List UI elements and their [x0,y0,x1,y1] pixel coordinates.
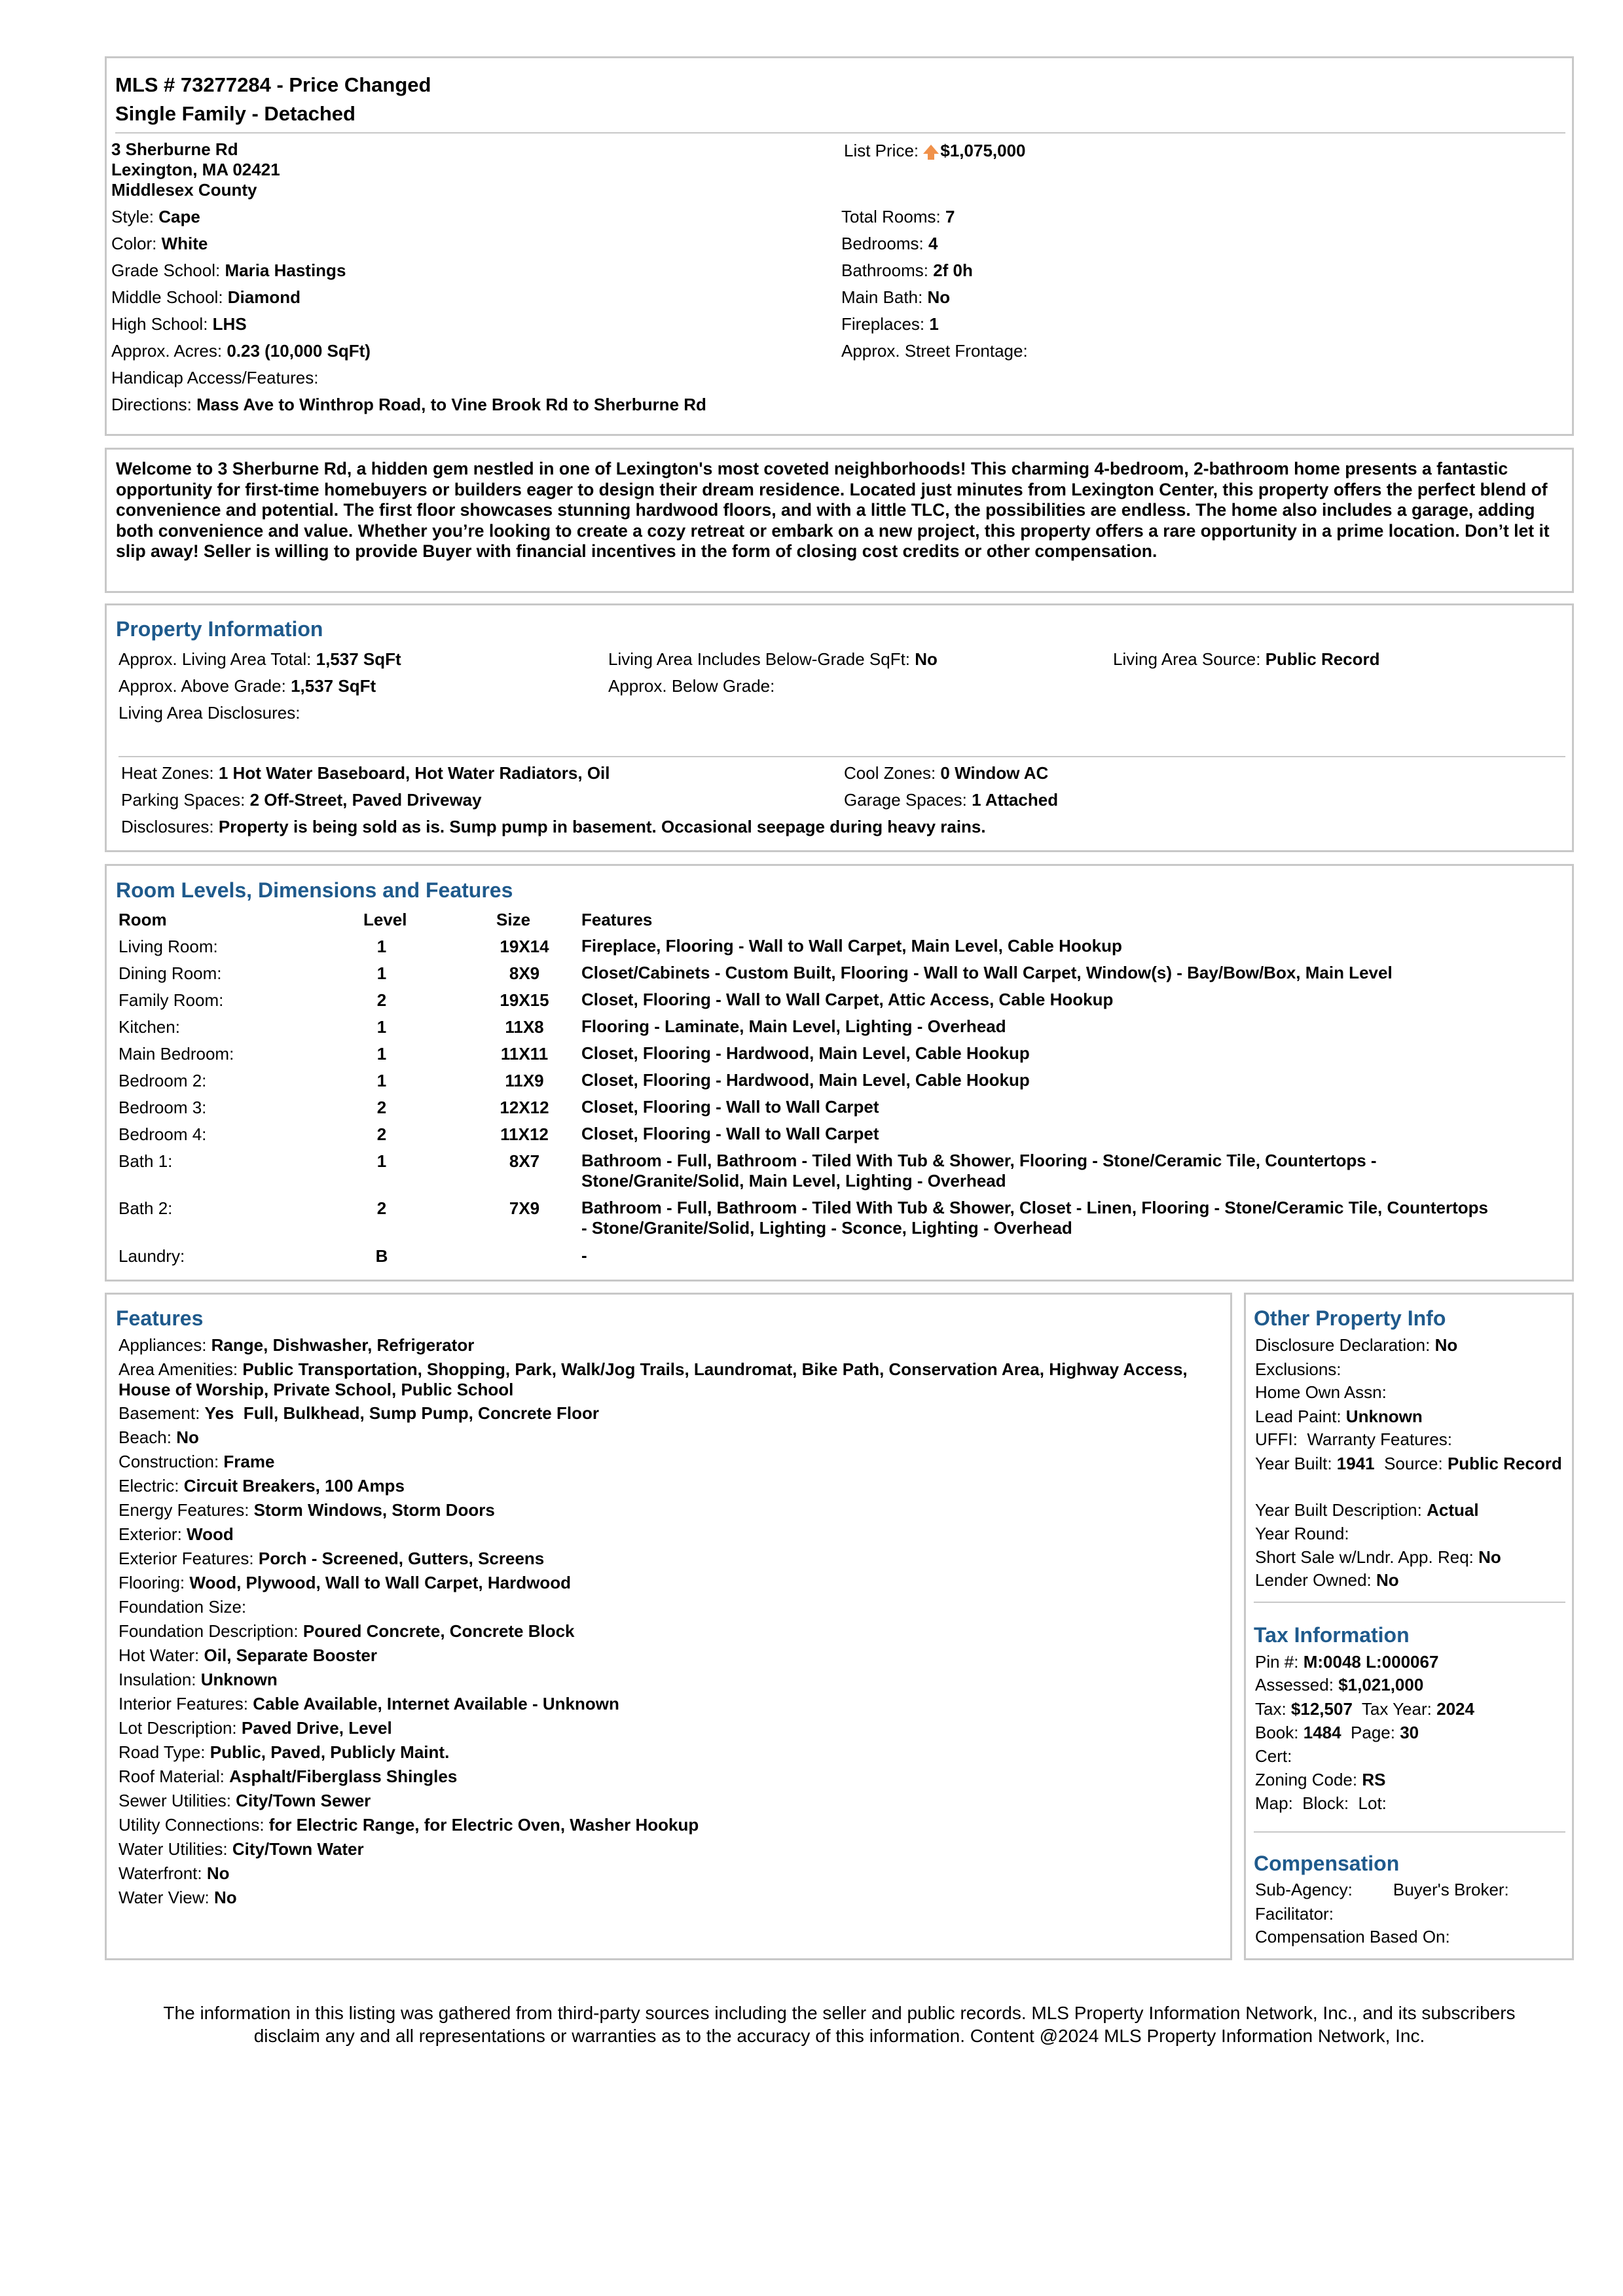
col-header-level: Level [363,910,407,929]
room-level: 1 [376,937,387,956]
parking-spaces: Parking Spaces: 2 Off-Street, Paved Driveway [121,790,482,810]
home-own-assn: Home Own Assn: [1255,1382,1387,1402]
feature-foundation-description: Foundation Description: Poured Concrete, Concrete Block [119,1621,575,1641]
feature-energy: Energy Features: Storm Windows, Storm Doors [119,1500,495,1520]
room-size: 7X9 [509,1198,540,1218]
price-up-arrow-icon [923,145,939,154]
room-name: Family Room: [119,990,224,1010]
summary-grade-school: Grade School: Maria Hastings [111,260,346,280]
room-name: Dining Room: [119,963,222,983]
living-area-total: Approx. Living Area Total: 1,537 SqFt [119,649,401,669]
mls-number: MLS # 73277284 - Price Changed [115,73,431,96]
disclosure-declaration: Disclosure Declaration: No [1255,1335,1458,1355]
feature-basement: Basement: Yes Full, Bulkhead, Sump Pump, Concrete Floor [119,1403,599,1423]
garage-spaces: Garage Spaces: 1 Attached [844,790,1059,810]
summary-directions: Directions: Mass Ave to Winthrop Road, to Vine Brook Rd to Sherburne Rd [111,395,706,414]
above-grade: Approx. Above Grade: 1,537 SqFt [119,676,376,696]
header-divider [115,132,1565,134]
room-features: Closet/Cabinets - Custom Built, Flooring - Wall to Wall Carpet, Window(s) - Bay/Bow/Box, Main Level [581,963,1393,982]
room-size: 11X8 [505,1017,544,1037]
listing-header-box [105,56,1574,436]
lead-paint: Lead Paint: Unknown [1255,1407,1423,1426]
col-header-size: Size [496,910,531,929]
feature-lot-description: Lot Description: Paved Drive, Level [119,1718,392,1738]
room-level: B [375,1246,388,1266]
summary-high-school: High School: LHS [111,314,247,334]
room-levels-box [105,864,1574,1282]
feature-beach: Beach: No [119,1427,199,1447]
room-features: Fireplace, Flooring - Wall to Wall Carpet, Main Level, Cable Hookup [581,936,1122,956]
feature-waterfront: Waterfront: No [119,1863,230,1883]
room-features: Closet, Flooring - Wall to Wall Carpet [581,1124,879,1143]
cool-zones: Cool Zones: 0 Window AC [844,763,1049,783]
tax-amount: Tax: $12,507 Tax Year: 2024 [1255,1699,1474,1719]
short-sale: Short Sale w/Lndr. App. Req: No [1255,1547,1501,1567]
room-name: Bath 1: [119,1151,173,1171]
feature-exterior: Exterior: Wood [119,1524,234,1544]
room-name: Bedroom 4: [119,1124,207,1144]
map-block-lot: Map: Block: Lot: [1255,1793,1387,1813]
exclusions: Exclusions: [1255,1359,1341,1379]
summary-color: Color: White [111,234,208,253]
room-level: 2 [376,1198,387,1218]
pin-number: Pin #: M:0048 L:000067 [1255,1652,1439,1672]
summary-total-rooms: Total Rooms: 7 [841,207,955,226]
room-size: 11X11 [500,1044,549,1064]
summary-acres: Approx. Acres: 0.23 (10,000 SqFt) [111,341,371,361]
footer-disclaimer [105,2001,1574,2047]
section-title-property-info: Property Information [116,617,323,641]
feature-roof-material: Roof Material: Asphalt/Fiberglass Shingles [119,1767,458,1786]
room-features: Closet, Flooring - Wall to Wall Carpet, Attic Access, Cable Hookup [581,990,1114,1009]
ufi-warranty: UFFI: Warranty Features: [1255,1429,1452,1449]
summary-bedrooms: Bedrooms: 4 [841,234,938,253]
room-level: 2 [376,1098,387,1117]
assessed-value: Assessed: $1,021,000 [1255,1675,1424,1695]
room-size: 19X14 [500,937,549,956]
section-title-features: Features [116,1306,204,1330]
other-info-box [1244,1293,1574,1960]
features-box [105,1293,1232,1960]
facilitator: Facilitator: [1255,1904,1334,1924]
col-header-features: Features [581,910,653,929]
footer-line-1: The information in this listing was gathered from third-party sources including the seller and public records. MLS Property Information Network, Inc., and its subscribers [163,2003,1516,2023]
living-area-source: Living Area Source: Public Record [1113,649,1380,669]
room-features: Flooring - Laminate, Main Level, Lighting - Overhead [581,1016,1006,1036]
year-round: Year Round: [1255,1524,1349,1543]
cert: Cert: [1255,1746,1292,1766]
room-size: 12X12 [500,1098,549,1117]
room-size: 11X12 [500,1124,549,1144]
disclosures: Disclosures: Property is being sold as is. Sump pump in basement. Occasional seepage during heavy rains. [121,817,986,836]
feature-hot-water: Hot Water: Oil, Separate Booster [119,1645,377,1665]
address-city: Lexington, MA 02421 [111,160,280,179]
sub-agency: Sub-Agency: Buyer's Broker: [1255,1880,1509,1899]
zoning-code: Zoning Code: RS [1255,1770,1386,1789]
footer-line-2: disclaim any and all representations or warranties as to the accuracy of this information. Content @2024 MLS Property Information Network, Inc. [253,2026,1425,2046]
room-level: 1 [376,1044,387,1064]
room-name: Laundry: [119,1246,185,1266]
room-size: 11X9 [505,1071,544,1090]
room-level: 1 [376,1017,387,1037]
address-street: 3 Sherburne Rd [111,139,238,159]
feature-foundation-size: Foundation Size: [119,1597,247,1617]
feature-utility-connections: Utility Connections: for Electric Range, for Electric Oven, Washer Hookup [119,1815,699,1835]
year-built-description: Year Built Description: Actual [1255,1500,1479,1520]
room-features: Bathroom - Full, Bathroom - Tiled With Tub & Shower, Closet - Linen, Flooring - Stone/Ceramic Tile, Countertops - Stone/Granite/Solid, Lighting - Sconce, Lighting - Overhead [581,1198,1489,1238]
summary-bathrooms: Bathrooms: 2f 0h [841,260,973,280]
year-built: Year Built: 1941 Source: Public Record [1255,1454,1562,1473]
summary-middle-school: Middle School: Diamond [111,287,301,307]
room-features: Bathroom - Full, Bathroom - Tiled With Tub & Shower, Flooring - Stone/Ceramic Tile, Countertops - Stone/Granite/Solid, Main Level, Lighting - Overhead [581,1151,1377,1191]
property-type: Single Family - Detached [115,102,356,125]
room-size: 8X7 [509,1151,540,1171]
room-name: Bath 2: [119,1198,173,1218]
section-title-compensation: Compensation [1254,1852,1400,1875]
feature-road-type: Road Type: Public, Paved, Publicly Maint. [119,1742,450,1762]
lender-owned: Lender Owned: No [1255,1570,1399,1590]
section-title-rooms: Room Levels, Dimensions and Features [116,878,513,902]
feature-appliances: Appliances: Range, Dishwasher, Refrigerator [119,1335,475,1355]
room-features: Closet, Flooring - Hardwood, Main Level, Cable Hookup [581,1043,1030,1063]
room-features: Closet, Flooring - Hardwood, Main Level, Cable Hookup [581,1070,1030,1090]
remarks-text: Welcome to 3 Sherburne Rd, a hidden gem nestled in one of Lexington's most coveted neighborhoods! This charming 4-bedroom, 2-bathroom home presents a fantastic opportunity for first-time homebuyers or builders eager to design their dream residence. Located just minutes from Lexington Center, this property offers the perfect blend of convenience and potential. The first floor showcases stunning hardwood floors, and with a little TLC, the possibilities are endless. The home also includes a garage, adding both convenience and value. Whether you’re looking to create a cozy retreat or embark on a new project, this property offers a rare opportunity in a prime location. Don’t let it slip away! Seller is willing to provide Buyer with financial incentives in the form of closing cost credits or other compensation. [116,459,1550,561]
list-price [844,140,1026,162]
room-name: Bedroom 2: [119,1071,207,1090]
other-divider-2 [1254,1831,1565,1833]
feature-sewer: Sewer Utilities: City/Town Sewer [119,1791,371,1810]
living-area-disclosures: Living Area Disclosures: [119,703,301,723]
room-level: 1 [376,1151,387,1171]
remarks-box [105,448,1574,593]
property-information-box [105,603,1574,852]
section-title-tax: Tax Information [1254,1623,1410,1647]
room-name: Kitchen: [119,1017,180,1037]
room-name: Living Room: [119,937,218,956]
feature-insulation: Insulation: Unknown [119,1670,278,1689]
room-size: 8X9 [509,963,540,983]
living-area-below-grade-incl: Living Area Includes Below-Grade SqFt: No [608,649,938,669]
book-page: Book: 1484 Page: 30 [1255,1723,1419,1742]
room-name: Bedroom 3: [119,1098,207,1117]
feature-exterior-features: Exterior Features: Porch - Screened, Gutters, Screens [119,1549,545,1568]
heat-zones: Heat Zones: 1 Hot Water Baseboard, Hot Water Radiators, Oil [121,763,610,783]
room-features: - [581,1246,587,1265]
address-block [111,139,280,200]
summary-fireplaces: Fireplaces: 1 [841,314,939,334]
feature-water-view: Water View: No [119,1888,237,1907]
feature-flooring: Flooring: Wood, Plywood, Wall to Wall Carpet, Hardwood [119,1573,571,1592]
room-level: 2 [376,1124,387,1144]
summary-street-frontage: Approx. Street Frontage: [841,341,1028,361]
feature-construction: Construction: Frame [119,1452,275,1471]
summary-main-bath: Main Bath: No [841,287,951,307]
feature-electric: Electric: Circuit Breakers, 100 Amps [119,1476,405,1496]
property-info-divider [119,756,1565,757]
room-level: 2 [376,990,387,1010]
summary-handicap: Handicap Access/Features: [111,368,319,387]
room-features: Closet, Flooring - Wall to Wall Carpet [581,1097,879,1117]
list-price-label: List Price: [844,141,919,160]
room-size: 19X15 [500,990,549,1010]
other-divider-1 [1254,1602,1565,1603]
list-price-value: $1,075,000 [940,141,1026,160]
compensation-based-on: Compensation Based On: [1255,1927,1450,1946]
section-title-other: Other Property Info [1254,1306,1446,1330]
feature-interior: Interior Features: Cable Available, Internet Available - Unknown [119,1694,619,1713]
room-level: 1 [376,963,387,983]
feature-water-utilities: Water Utilities: City/Town Water [119,1839,364,1859]
below-grade: Approx. Below Grade: [608,676,775,696]
feature-area-amenities: Area Amenities: Public Transportation, Shopping, Park, Walk/Jog Trails, Laundromat, Bike Path, Conservation Area, Highway Access, House of Worship, Private School, Public School [119,1359,1188,1399]
address-county: Middlesex County [111,180,257,200]
room-name: Main Bedroom: [119,1044,234,1064]
col-header-room: Room [119,910,167,929]
room-level: 1 [376,1071,387,1090]
summary-style: Style: Cape [111,207,200,226]
